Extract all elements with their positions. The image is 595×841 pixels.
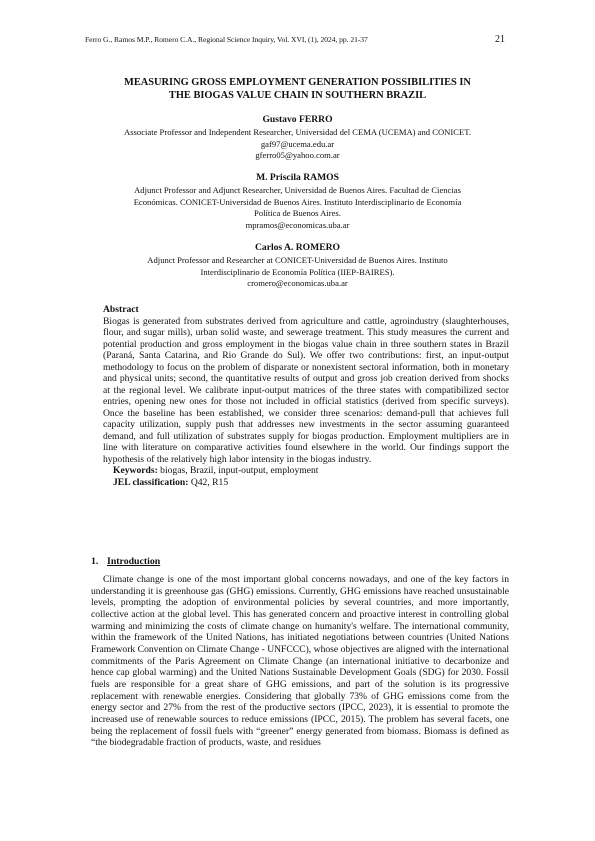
author-block bbox=[60, 242, 535, 290]
abstract-heading: Abstract bbox=[103, 304, 139, 315]
author-affiliation: Económicas. CONICET-Universidad de Buenos Aires. Instituto Interdisciplinario de Economía bbox=[133, 196, 462, 207]
author-affiliation: Associate Professor and Independent Researcher, Universidad del CEMA (UCEMA) and CONICET. bbox=[124, 127, 471, 138]
author-block bbox=[60, 172, 535, 231]
abstract bbox=[103, 304, 509, 488]
author-affiliation: Política de Buenos Aires. bbox=[254, 208, 341, 219]
jel-value: Q42, R15 bbox=[190, 476, 229, 488]
author-affiliation: Adjunct Professor and Adjunct Researcher, Universidad de Buenos Aires. Facultad de Ciencias bbox=[134, 185, 461, 196]
author-name: Carlos A. ROMERO bbox=[254, 242, 340, 253]
title-line: THE BIOGAS VALUE CHAIN IN SOUTHERN BRAZIL bbox=[168, 90, 427, 101]
section-heading bbox=[91, 556, 160, 567]
jel-label: JEL classification: bbox=[113, 476, 189, 488]
author-email: mpramos@economicas.uba.ar bbox=[245, 219, 350, 230]
author-block bbox=[60, 114, 535, 162]
author-name: Gustavo FERRO bbox=[262, 114, 333, 125]
section-number: 1. bbox=[91, 556, 99, 567]
author-email: gaf97@ucema.edu.ar bbox=[260, 138, 335, 149]
keywords bbox=[103, 465, 509, 477]
author-affiliation: Interdisciplinario de Economía Política (IIEP-BAIRES). bbox=[200, 266, 395, 277]
author-email: cromero@economicas.uba.ar bbox=[247, 278, 348, 289]
page-number: 21 bbox=[495, 34, 505, 45]
keywords-value: biogas, Brazil, input-output, employment bbox=[160, 465, 319, 476]
abstract-body: Biogas is generated from substrates derived from agriculture and cattle, agroindustry (slaughterhouses, flour, and sugar mills), urban solid waste, and sewerage treatment. This study measures the current and potential production and gross employment in the biogas value chain in three southern states in Brazil (Paraná, Santa Catarina, and Rio Grande do Sul). We offer two contributions: first, an input-output methodology to focus on the problem of disparate or nonexistent sectoral information, both in monetary and physical units; second, the quantitative results of output and gross job creation derived from shocks at the regional level. We calibrate input-output matrices of the three states with compatibilized sector entries, opening new ones for those not included in official statistics (derived from specific surveys). Once the baseline has been established, we consider three scenarios: demand-pull that achieves full capacity utilization, supply push that addresses new investments in the sector assuming guaranteed demand, and full utilization of substrates supply for biogas production. Employment multipliers are in line with literature on comparative activities found elsewhere in the world. Our findings support the hypothesis of the relatively high labor intensity in the biogas industry. bbox=[103, 315, 509, 465]
keywords-label: Keywords: bbox=[113, 465, 158, 476]
jel-classification bbox=[103, 477, 509, 489]
author-name: M. Priscila RAMOS bbox=[256, 172, 339, 183]
running-head: Ferro G., Ramos M.P., Romero C.A., Regional Science Inquiry, Vol. XVI, (1), 2024, pp. 21-37 bbox=[85, 35, 368, 44]
title-line: MEASURING GROSS EMPLOYMENT GENERATION POSSIBILITIES IN bbox=[124, 77, 471, 88]
introduction-paragraph: Climate change is one of the most important global concerns nowadays, and one of the key factors in understanding it is greenhouse gas (GHG) emissions. Currently, GHG emissions have reached unsustainable levels, prompting the adoption of environmental policies by several countries, and more importantly, collective action at the global level. This has generated concern and proactive interest in controlling global warming and minimizing the costs of climate change on humanity's welfare. The international community, within the framework of the United Nations, has initiated negotiations between countries (United Nations Framework Convention on Climate Change - UNFCCC), whose objectives are aligned with the international commitments of the Paris Agreement on Climate Change (an international initiative to decarbonize and hence cap global warming) and the United Nations Sustainable Development Goals (SDG) for 2030. Fossil fuels are responsible for a great share of GHG emissions, and part of the solution is its progressive replacement with renewable energies. Considering that globally 73% of GHG emissions come from the energy sector and 27% from the rest of the productive sectors (IPCC, 2023), it is essential to promote the increased use of renewable sources to reduce emissions (IPCC, 2015). The problem has several facets, one being the replacement of fossil fuels with “greener” energy generated from biomass. Biomass is defined as “the biodegradable fraction of products, waste, and residues bbox=[91, 574, 509, 749]
section-title: Introduction bbox=[107, 556, 161, 567]
paper-title bbox=[80, 76, 515, 102]
author-affiliation: Adjunct Professor and Researcher at CONICET-Universidad de Buenos Aires. Instituto bbox=[147, 255, 448, 266]
author-email: gferro05@yahoo.com.ar bbox=[255, 150, 340, 161]
